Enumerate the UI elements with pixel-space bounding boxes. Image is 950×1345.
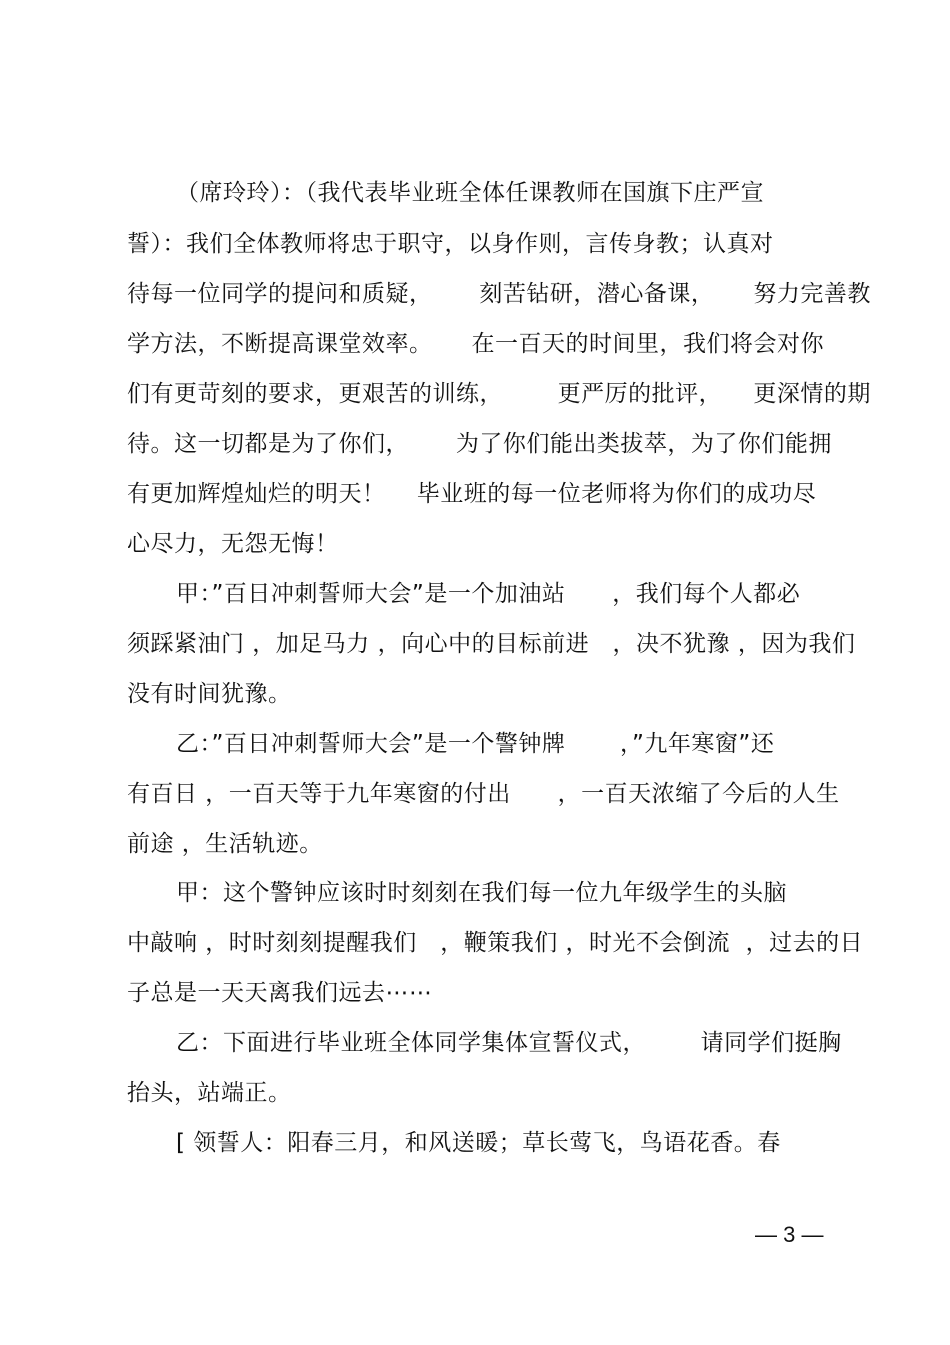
text-line: 心尽力，无怨无悔！ <box>127 531 339 557</box>
text-line: 学方法，不断提高课堂效率。 在一百天的时间里，我们将会对你 <box>127 331 825 357</box>
text-line: 甲：”百日冲刺誓师大会”是一个加油站 ，我们每个人都必 <box>176 581 801 607</box>
text-line: 前途 ，生活轨迹。 <box>127 831 323 857</box>
text-line: 待。这一切都是为了你们， 为了你们能出类拔萃，为了你们能拥 <box>127 431 832 457</box>
text-line: 没有时间犹豫。 <box>127 681 292 707</box>
text-line: 乙：”百日冲刺誓师大会”是一个警钟牌 ，”九年寒窗”还 <box>176 731 775 757</box>
text-line: 抬头，站端正。 <box>127 1080 292 1106</box>
text-line: 誓）：我们全体教师将忠于职守，以身作则，言传身教；认真对 <box>127 231 774 257</box>
text-line: 有百日 ，一百天等于九年寒窗的付出 ，一百天浓缩了今后的人生 <box>127 781 840 807</box>
text-line: 子总是一天天离我们远去⋯⋯ <box>127 980 433 1006</box>
text-line: [ 领誓人：阳春三月，和风送暖；草长莺飞，鸟语花香。春 <box>176 1130 781 1156</box>
text-line: 乙：下面进行毕业班全体同学集体宣誓仪式， 请同学们挺胸 <box>176 1030 842 1056</box>
text-line: 有更加辉煌灿烂的明天！ 毕业班的每一位老师将为你们的成功尽 <box>127 481 817 507</box>
text-line: 中敲响 ，时时刻刻提醒我们 ，鞭策我们 ，时光不会倒流 ，过去的日 <box>127 930 864 956</box>
text-line: （席玲玲）：（我代表毕业班全体任课教师在国旗下庄严宣 <box>176 180 764 206</box>
page-number: — 3 — <box>755 1222 824 1247</box>
text-line: 们有更苛刻的要求，更艰苦的训练， 更严厉的批评， 更深情的期 <box>127 381 871 407</box>
text-line: 须踩紧油门 ，加足马力 ，向心中的目标前进 ，决不犹豫 ，因为我们 <box>127 631 856 657</box>
text-line: 甲：这个警钟应该时时刻刻在我们每一位九年级学生的头脑 <box>176 880 787 906</box>
text-line: 待每一位同学的提问和质疑， 刻苦钻研，潜心备课， 努力完善教 <box>127 281 871 307</box>
